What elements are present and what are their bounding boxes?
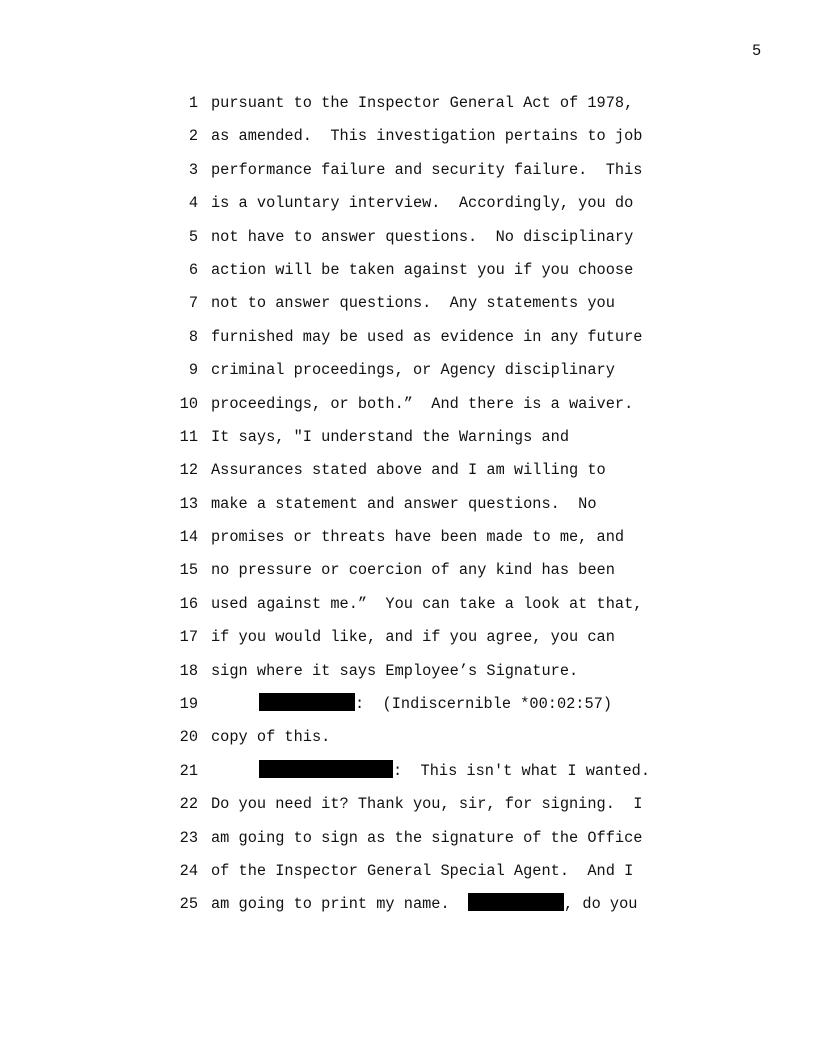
speaker-text: : This isn't what I wanted.: [393, 761, 651, 780]
line-text: no pressure or coercion of any kind has been: [211, 561, 615, 580]
line-text: am going to sign as the signature of the Office: [211, 828, 643, 847]
transcript-line: [0, 593, 816, 626]
transcript-line: [0, 626, 816, 659]
line-number: 22: [179, 795, 198, 814]
line-text: is a voluntary interview. Accordingly, you do: [211, 194, 634, 213]
line-number: 1: [188, 94, 198, 112]
line-text: [211, 693, 612, 715]
redaction-bar: [468, 893, 564, 911]
transcript-line: [0, 827, 816, 860]
line-text: It says, "I understand the Warnings and: [211, 427, 570, 446]
speaker-text: : (Indiscernible *00:02:57): [355, 695, 613, 714]
line-number: 9: [188, 361, 198, 380]
line-text-after: , do you: [564, 895, 638, 914]
transcript-line: [0, 92, 816, 125]
line-text: used against me.” You can take a look at that,: [211, 594, 643, 613]
line-text: performance failure and security failure. This: [211, 160, 643, 179]
line-text: as amended. This investigation pertains to job: [211, 127, 643, 146]
line-number: 25: [179, 895, 198, 914]
transcript-line: [0, 259, 816, 292]
transcript-line: [0, 192, 816, 225]
page-number: 5: [752, 42, 762, 60]
transcript-line: [0, 359, 816, 392]
transcript-line: [0, 426, 816, 459]
transcript-line: [0, 693, 816, 726]
line-number: 10: [179, 394, 198, 413]
line-text-before: am going to print my name.: [211, 895, 469, 914]
line-number: 20: [179, 728, 198, 747]
line-number: 6: [188, 260, 198, 279]
transcript-line: [0, 559, 816, 592]
line-text: if you would like, and if you agree, you can: [211, 628, 615, 647]
transcript-line: [0, 125, 816, 158]
line-number: 7: [188, 294, 198, 313]
line-number: 12: [179, 461, 198, 480]
line-number: 15: [179, 561, 198, 580]
line-number: 8: [188, 327, 198, 346]
line-text: proceedings, or both.” And there is a waiver.: [211, 394, 634, 413]
transcript-line: [0, 493, 816, 526]
line-text: make a statement and answer questions. No: [211, 494, 597, 513]
line-text: promises or threats have been made to me, and: [211, 528, 625, 547]
transcript-body: [0, 92, 816, 927]
line-number: 16: [179, 594, 198, 613]
line-text: not have to answer questions. No disciplinary: [211, 227, 634, 246]
line-text: sign where it says Employee’s Signature.: [211, 661, 579, 680]
transcript-line: [0, 726, 816, 759]
line-text: not to answer questions. Any statements you: [211, 294, 615, 313]
line-text: Assurances stated above and I am willing to: [211, 461, 606, 480]
line-number: 11: [179, 427, 198, 446]
line-text: criminal proceedings, or Agency disciplinary: [211, 361, 615, 380]
line-number: 3: [188, 160, 198, 179]
line-text: [211, 893, 637, 915]
transcript-line: [0, 393, 816, 426]
line-text: Do you need it? Thank you, sir, for signing. I: [211, 795, 643, 814]
transcript-line: [0, 226, 816, 259]
transcript-line: [0, 793, 816, 826]
redaction-bar: [259, 693, 355, 711]
line-number: 19: [179, 695, 198, 714]
transcript-line: [0, 326, 816, 359]
line-number: 18: [179, 661, 198, 680]
line-text: furnished may be used as evidence in any future: [211, 327, 643, 346]
line-text: copy of this.: [211, 728, 331, 747]
line-text: of the Inspector General Special Agent. And I: [211, 861, 634, 880]
line-number: 24: [179, 861, 198, 880]
line-number: 17: [179, 628, 198, 647]
line-number: 23: [179, 828, 198, 847]
transcript-line: [0, 526, 816, 559]
line-number: 14: [179, 528, 198, 547]
line-number: 13: [179, 494, 198, 513]
transcript-line: [0, 459, 816, 492]
redaction-bar: [259, 760, 393, 778]
line-text: [211, 760, 650, 782]
transcript-line: [0, 292, 816, 325]
line-text: action will be taken against you if you choose: [211, 260, 634, 279]
transcript-line: [0, 893, 816, 926]
line-number: 2: [188, 127, 198, 146]
transcript-line: [0, 760, 816, 793]
transcript-line: [0, 860, 816, 893]
line-number: 5: [188, 227, 198, 246]
line-number: 21: [179, 761, 198, 780]
line-text: pursuant to the Inspector General Act of 1978,: [211, 94, 634, 112]
transcript-line: [0, 159, 816, 192]
transcript-line: [0, 660, 816, 693]
line-number: 4: [188, 194, 198, 213]
